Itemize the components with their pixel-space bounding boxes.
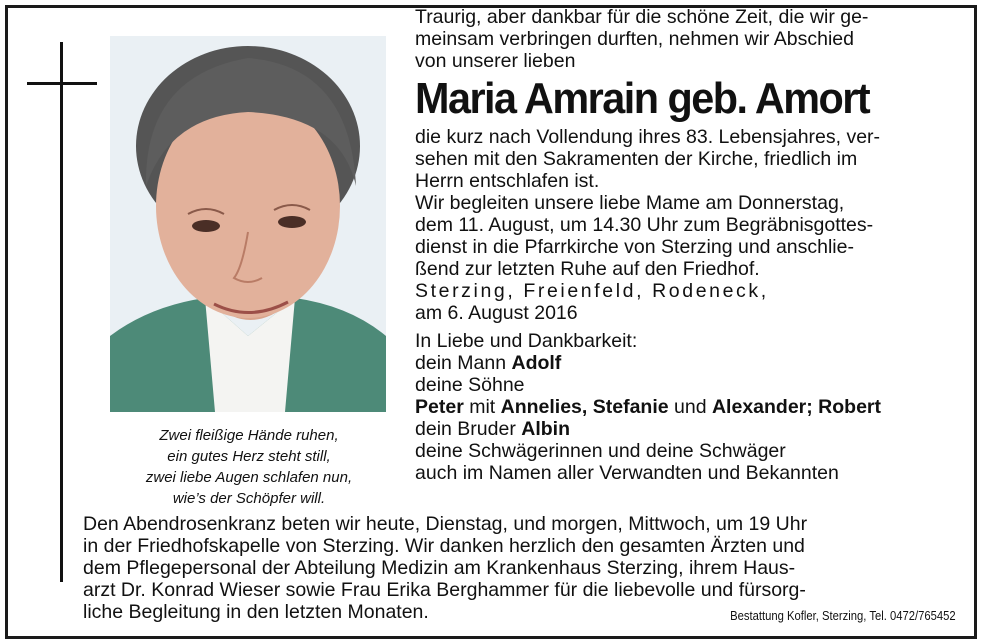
- body-line: Wir begleiten unsere liebe Mame am Donnerstag,: [415, 192, 845, 214]
- mourner-name: Adolf: [511, 352, 562, 374]
- closing-line: liche Begleitung in den letzten Monaten.: [83, 601, 429, 623]
- mourner-name: Albin: [521, 418, 570, 440]
- places: Sterzing, Freienfeld, Rodeneck,: [415, 280, 769, 302]
- mourners-intro: In Liebe und Dankbarkeit:: [415, 330, 638, 352]
- body-line: ßend zur letzten Ruhe auf den Friedhof.: [415, 258, 760, 280]
- mourner-sons-label: deine Söhne: [415, 374, 525, 396]
- body-line: die kurz nach Vollendung ihres 83. Lebensjahres, ver-: [415, 126, 881, 148]
- mourner-relation: dein Bruder: [415, 418, 522, 440]
- poem-line: wie’s der Schöpfer will.: [172, 490, 326, 507]
- funeral-home-credit: Bestattung Kofler, Sterzing, Tel. 0472/765452: [730, 609, 956, 623]
- closing-line: Den Abendrosenkranz beten wir heute, Dienstag, und morgen, Mittwoch, um 19 Uhr: [83, 513, 808, 535]
- poem-line: ein gutes Herz steht still,: [167, 448, 331, 465]
- body-line: dienst in die Pfarrkirche von Sterzing und anschlie-: [415, 236, 854, 258]
- mourner-connector: und: [668, 396, 712, 418]
- body-line: Herrn entschlafen ist.: [415, 170, 600, 192]
- closing-line: in der Friedhofskapelle von Sterzing. Wir danken herzlich den gesamten Ärzten und: [83, 535, 805, 557]
- closing-line: dem Pflegepersonal der Abteilung Medizin am Krankenhaus Sterzing, ihrem Haus-: [83, 557, 796, 579]
- mourner-brother: [415, 418, 955, 440]
- closing-line: arzt Dr. Konrad Wieser sowie Frau Erika Berghammer für die liebevolle und fürsorg-: [83, 579, 806, 601]
- intro-line: von unserer lieben: [415, 50, 576, 72]
- mourner-name: Peter: [415, 396, 464, 418]
- mourner-connector: mit: [463, 396, 501, 418]
- memorial-poem: [104, 425, 394, 509]
- portrait-photo: [110, 36, 386, 412]
- poem-line: Zwei fleißige Hände ruhen,: [159, 427, 339, 444]
- body-line: dem 11. August, um 14.30 Uhr zum Begräbnisgottes-: [415, 214, 874, 236]
- mourner-inlaws: deine Schwägerinnen und deine Schwäger: [415, 440, 786, 462]
- mourner-relatives: auch im Namen aller Verwandten und Bekannten: [415, 462, 839, 484]
- deceased-name: Maria Amrain geb. Amort: [415, 74, 870, 123]
- mourner-relation: dein Mann: [415, 352, 512, 374]
- notice-date: am 6. August 2016: [415, 302, 578, 324]
- mourner-husband: [415, 352, 955, 374]
- poem-line: zwei liebe Augen schlafen nun,: [145, 469, 353, 486]
- closing-text: [83, 513, 955, 623]
- notice-main-text: [415, 6, 955, 484]
- mourner-name: Annelies, Stefanie: [500, 396, 669, 418]
- intro-line: meinsam verbringen durften, nehmen wir Abschied: [415, 28, 854, 50]
- body-line: sehen mit den Sakramenten der Kirche, friedlich im: [415, 148, 858, 170]
- mourner-sons: [415, 396, 955, 418]
- mourner-name: Alexander; Robert: [711, 396, 882, 418]
- intro-line: Traurig, aber dankbar für die schöne Zeit, die wir ge-: [415, 6, 869, 28]
